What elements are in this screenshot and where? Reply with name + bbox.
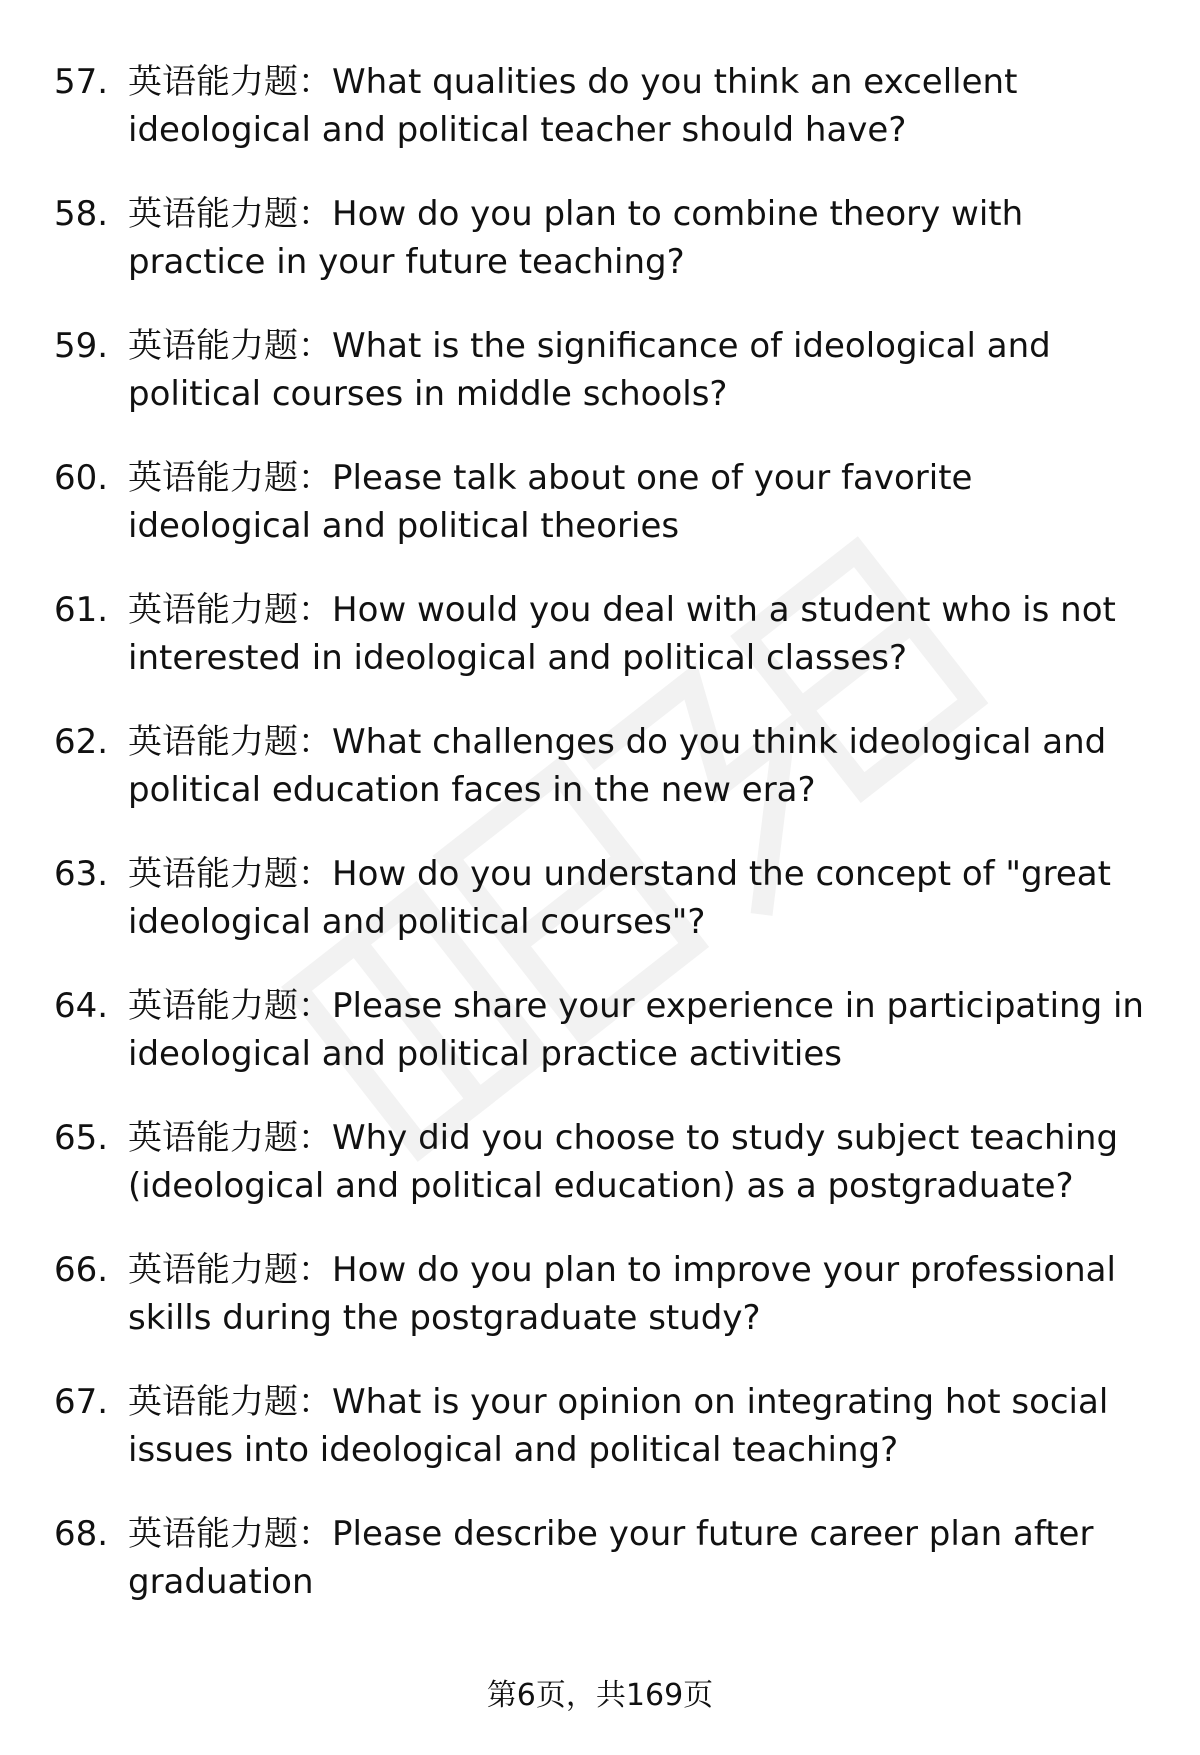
question-item bbox=[54, 322, 1164, 454]
question-text: 英语能力题：How do you plan to combine theory with practice in your future teaching? bbox=[128, 194, 1024, 282]
question-text: 英语能力题：Please talk about one of your favorite ideological and political theories bbox=[128, 458, 973, 546]
question-text: 英语能力题：What is your opinion on integrating hot social issues into ideological and political teaching? bbox=[128, 1382, 1109, 1470]
question-number: 57. bbox=[54, 62, 109, 102]
question-text: 英语能力题：How do you understand the concept of "great ideological and political courses"? bbox=[128, 854, 1111, 942]
page-footer: 第6页，共169页 bbox=[486, 1678, 714, 1713]
question-text: 英语能力题：How do you plan to improve your professional skills during the postgraduate study? bbox=[128, 1250, 1116, 1338]
question-text: 英语能力题：What qualities do you think an excellent ideological and political teacher should have? bbox=[128, 62, 1018, 150]
question-text: 英语能力题：What is the significance of ideological and political courses in middle schools? bbox=[128, 326, 1051, 414]
question-number: 68. bbox=[54, 1514, 109, 1554]
question-item bbox=[54, 1378, 1164, 1510]
question-text: 英语能力题：Why did you choose to study subject teaching (ideological and political education) as a postgraduate? bbox=[128, 1118, 1119, 1206]
question-item bbox=[54, 982, 1164, 1114]
question-number: 64. bbox=[54, 986, 109, 1026]
question-number: 60. bbox=[54, 458, 109, 498]
question-item bbox=[54, 1510, 1164, 1642]
question-number: 63. bbox=[54, 854, 109, 894]
question-text: 英语能力题：Please describe your future career plan after graduation bbox=[128, 1514, 1094, 1602]
question-item bbox=[54, 58, 1164, 190]
question-item bbox=[54, 718, 1164, 850]
question-number: 59. bbox=[54, 326, 109, 366]
question-number: 67. bbox=[54, 1382, 109, 1422]
question-text: 英语能力题：What challenges do you think ideological and political education faces in the new era? bbox=[128, 722, 1107, 810]
question-item bbox=[54, 1246, 1164, 1378]
question-text: 英语能力题：How would you deal with a student who is not interested in ideological and political classes? bbox=[128, 590, 1116, 678]
question-number: 58. bbox=[54, 194, 109, 234]
question-item bbox=[54, 586, 1164, 718]
question-number: 61. bbox=[54, 590, 109, 630]
question-text: 英语能力题：Please share your experience in participating in ideological and political practice activities bbox=[128, 986, 1144, 1074]
question-list bbox=[54, 58, 1164, 1642]
question-number: 66. bbox=[54, 1250, 109, 1290]
question-item bbox=[54, 1114, 1164, 1246]
question-number: 65. bbox=[54, 1118, 109, 1158]
question-item bbox=[54, 850, 1164, 982]
question-number: 62. bbox=[54, 722, 109, 762]
question-item bbox=[54, 454, 1164, 586]
question-item bbox=[54, 190, 1164, 322]
